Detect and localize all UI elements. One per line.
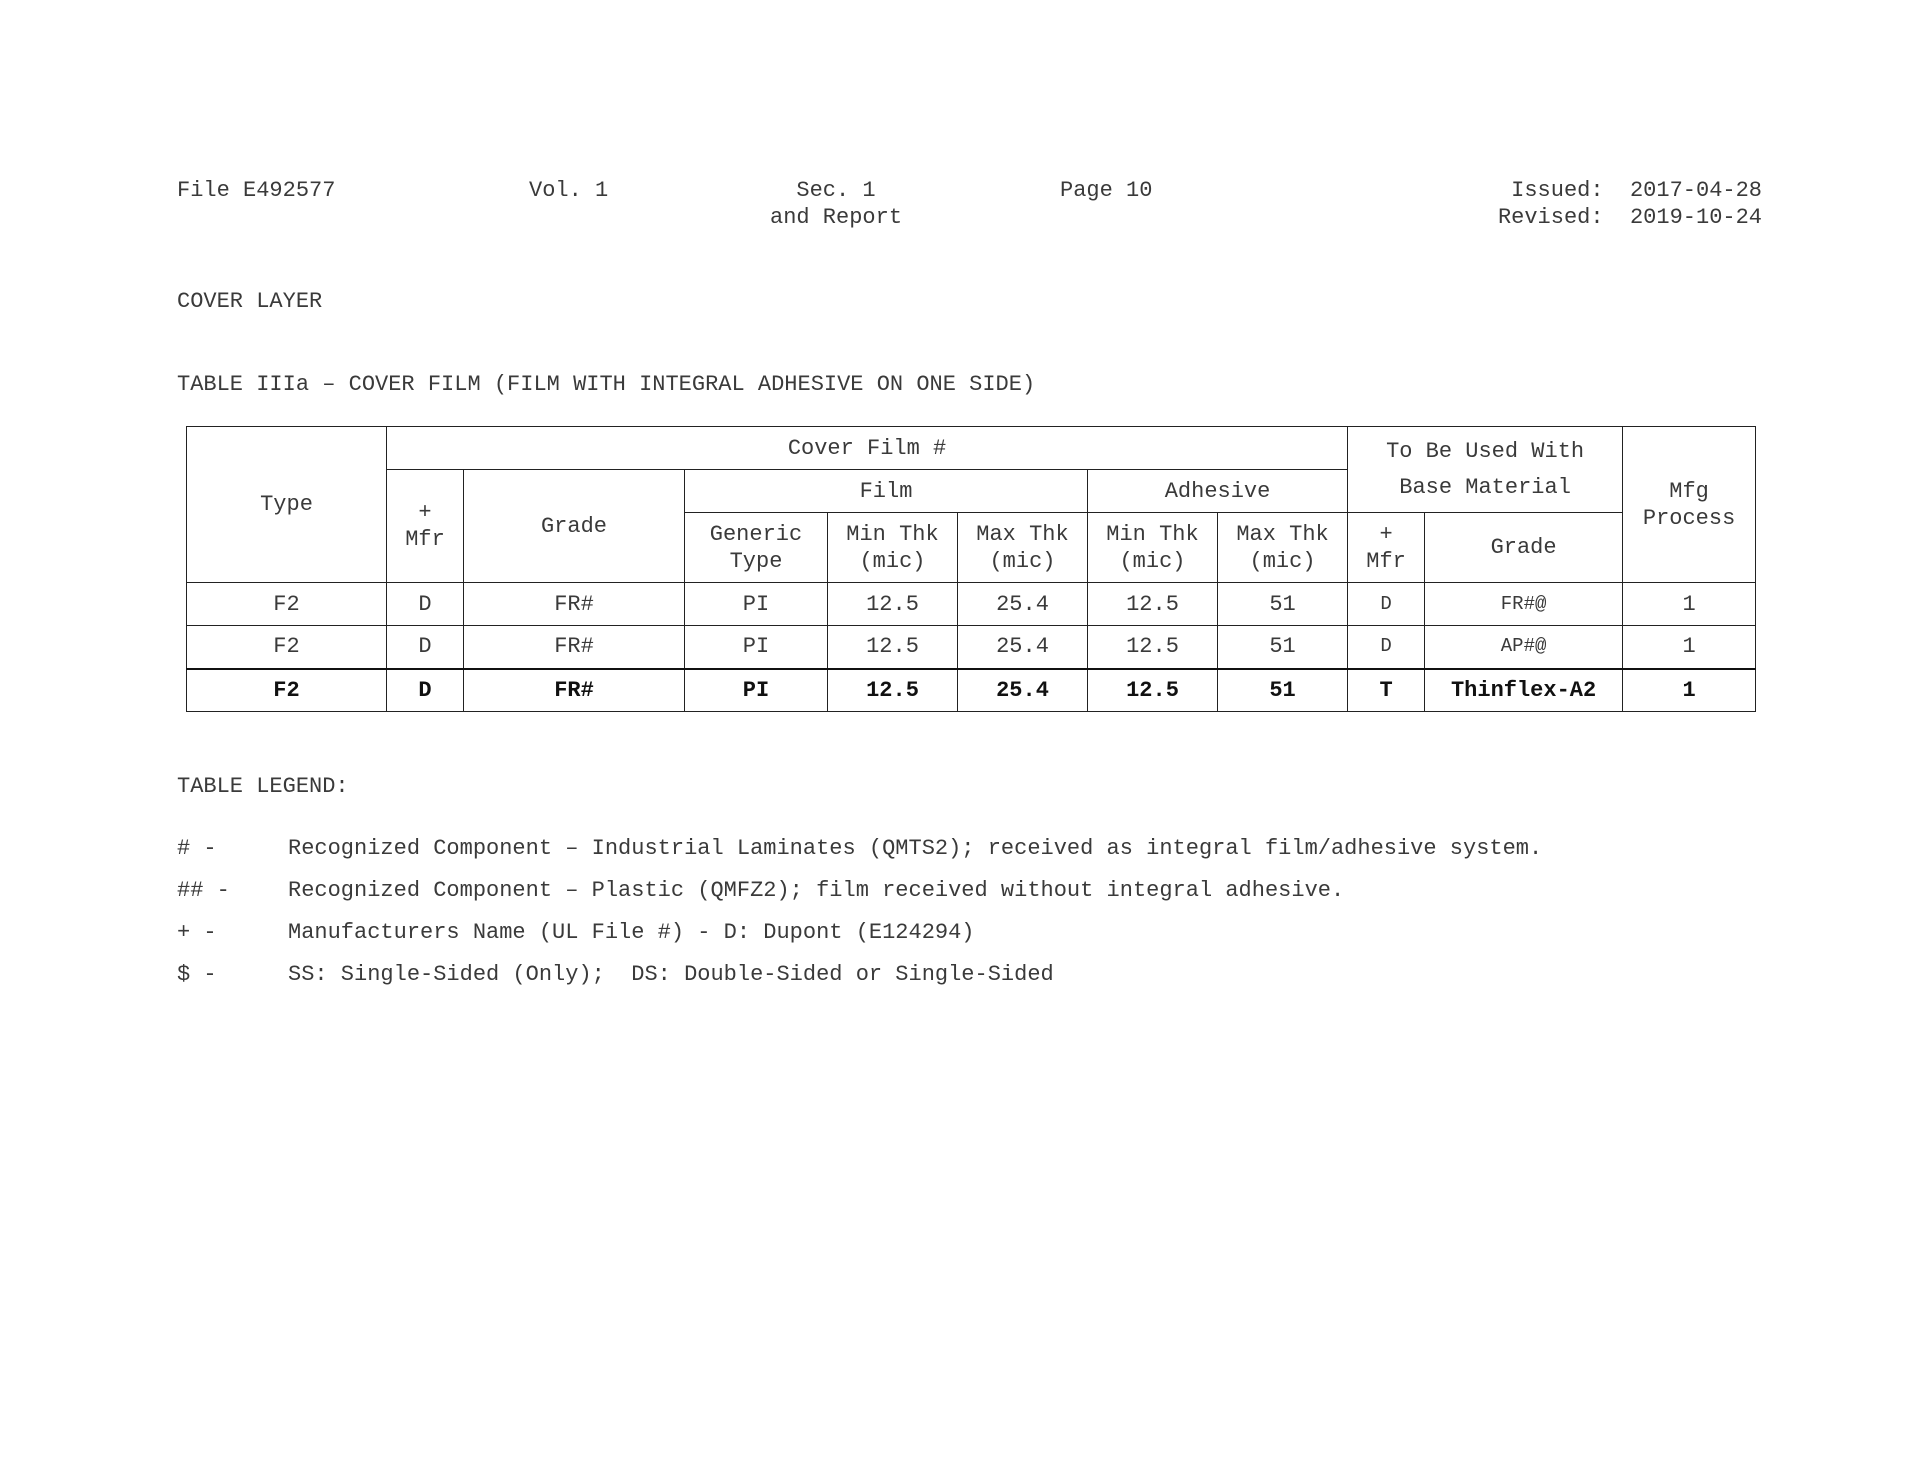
header-to-be-used-with [1348, 427, 1623, 513]
cell-adh-min-thk: 12.5 [1088, 583, 1218, 626]
cell-film-min-thk: 12.5 [828, 669, 958, 712]
legend-item [177, 835, 1543, 862]
section-title: COVER LAYER [177, 289, 323, 314]
section-line-1: Sec. 1 [796, 178, 876, 203]
legend-text: Manufacturers Name (UL File #) - D: Dupont (E124294) [288, 920, 975, 945]
header-adhesive: Adhesive [1088, 470, 1348, 513]
legend-symbol: $ - [177, 962, 217, 987]
cell-film-max-thk: 25.4 [958, 583, 1088, 626]
section-line-2: and Report [770, 205, 903, 230]
cell-adh-min-thk: 12.5 [1088, 669, 1218, 712]
cell-grade: FR# [464, 669, 685, 712]
header-film-max-line-2: (mic) [989, 548, 1056, 574]
header-adh-max-thk [1218, 513, 1348, 583]
cell-mfg-process: 1 [1623, 626, 1756, 669]
cell-type: F2 [187, 583, 387, 626]
cell-type: F2 [187, 669, 387, 712]
section-label [770, 177, 902, 231]
header-mfg-process [1623, 427, 1756, 583]
cell-mfg-process: 1 [1623, 583, 1756, 626]
header-film-min-thk [828, 513, 958, 583]
cell-base-mfr: D [1348, 626, 1425, 669]
cell-adh-max-thk: 51 [1218, 583, 1348, 626]
revised-date: Revised: 2019-10-24 [1497, 205, 1762, 230]
cell-generic-type: PI [685, 669, 828, 712]
legend-symbol: ## - [177, 878, 230, 903]
header-adh-min-line-1: Min Thk [1106, 521, 1199, 547]
header-generic-type [685, 513, 828, 583]
cell-generic-type: PI [685, 583, 828, 626]
cell-film-max-thk: 25.4 [958, 669, 1088, 712]
header-adh-max-line-2: (mic) [1249, 548, 1316, 574]
cell-mfr: D [387, 626, 464, 669]
header-base-mfr-plus: + [1379, 521, 1393, 547]
header-grade: Grade [464, 470, 685, 583]
cover-film-table [186, 426, 1756, 712]
table-row [187, 583, 1756, 626]
cell-base-mfr: D [1348, 583, 1425, 626]
cell-base-grade: FR#@ [1425, 583, 1623, 626]
legend-text: SS: Single-Sided (Only); DS: Double-Sided or Single-Sided [288, 962, 1054, 987]
header-film-max-line-1: Max Thk [976, 521, 1069, 547]
cell-grade: FR# [464, 583, 685, 626]
header-base-mfr-label: Mfr [1366, 548, 1406, 574]
cell-adh-max-thk: 51 [1218, 669, 1348, 712]
cell-base-mfr: T [1348, 669, 1425, 712]
cell-mfg-process: 1 [1623, 669, 1756, 712]
issue-dates [1460, 177, 1762, 231]
table-row [187, 626, 1756, 669]
cell-adh-max-thk: 51 [1218, 626, 1348, 669]
page-number: Page 10 [1060, 178, 1153, 203]
header-mfr-plus: + [418, 500, 432, 525]
header-to-be-used-line-1: To Be Used With [1386, 438, 1585, 464]
legend-item [177, 919, 975, 946]
header-mfg-line-2: Process [1642, 505, 1736, 531]
cell-base-grade: Thinflex-A2 [1425, 669, 1623, 712]
cell-type: F2 [187, 626, 387, 669]
legend-symbol: + - [177, 920, 217, 945]
legend-item [177, 961, 1054, 988]
cell-mfr: D [387, 669, 464, 712]
file-number: File E492577 [177, 178, 336, 203]
header-generic-line-2: Type [729, 548, 783, 574]
header-mfg-line-1: Mfg [1669, 478, 1709, 504]
header-base-mfr [1348, 513, 1425, 583]
issued-date: Issued: 2017-04-28 [1511, 178, 1762, 203]
legend-title: TABLE LEGEND: [177, 774, 349, 799]
header-cover-film: Cover Film # [387, 427, 1348, 470]
cell-film-min-thk: 12.5 [828, 626, 958, 669]
cell-generic-type: PI [685, 626, 828, 669]
header-film-min-line-2: (mic) [859, 548, 926, 574]
header-adh-min-line-2: (mic) [1119, 548, 1186, 574]
cell-grade: FR# [464, 626, 685, 669]
volume-number: Vol. 1 [529, 178, 609, 203]
header-film: Film [685, 470, 1088, 513]
header-mfr [387, 470, 464, 583]
header-generic-line-1: Generic [709, 521, 803, 547]
legend-text: Recognized Component – Industrial Laminates (QMTS2); received as integral film/adhesive system. [288, 836, 1543, 861]
header-adh-min-thk [1088, 513, 1218, 583]
cell-film-min-thk: 12.5 [828, 583, 958, 626]
cell-film-max-thk: 25.4 [958, 626, 1088, 669]
legend-symbol: # - [177, 836, 217, 861]
header-film-max-thk [958, 513, 1088, 583]
header-film-min-line-1: Min Thk [846, 521, 939, 547]
cell-base-grade: AP#@ [1425, 626, 1623, 669]
legend-item [177, 877, 1345, 904]
legend-text: Recognized Component – Plastic (QMFZ2); film received without integral adhesive. [288, 878, 1345, 903]
header-base-grade: Grade [1425, 513, 1623, 583]
header-type: Type [187, 427, 387, 583]
header-mfr-label: Mfr [405, 527, 445, 552]
cell-adh-min-thk: 12.5 [1088, 626, 1218, 669]
header-adh-max-line-1: Max Thk [1236, 521, 1329, 547]
table-title: TABLE IIIa – COVER FILM (FILM WITH INTEGRAL ADHESIVE ON ONE SIDE) [177, 372, 1036, 397]
table-row [187, 669, 1756, 712]
cell-mfr: D [387, 583, 464, 626]
header-to-be-used-line-2: Base Material [1399, 474, 1571, 500]
